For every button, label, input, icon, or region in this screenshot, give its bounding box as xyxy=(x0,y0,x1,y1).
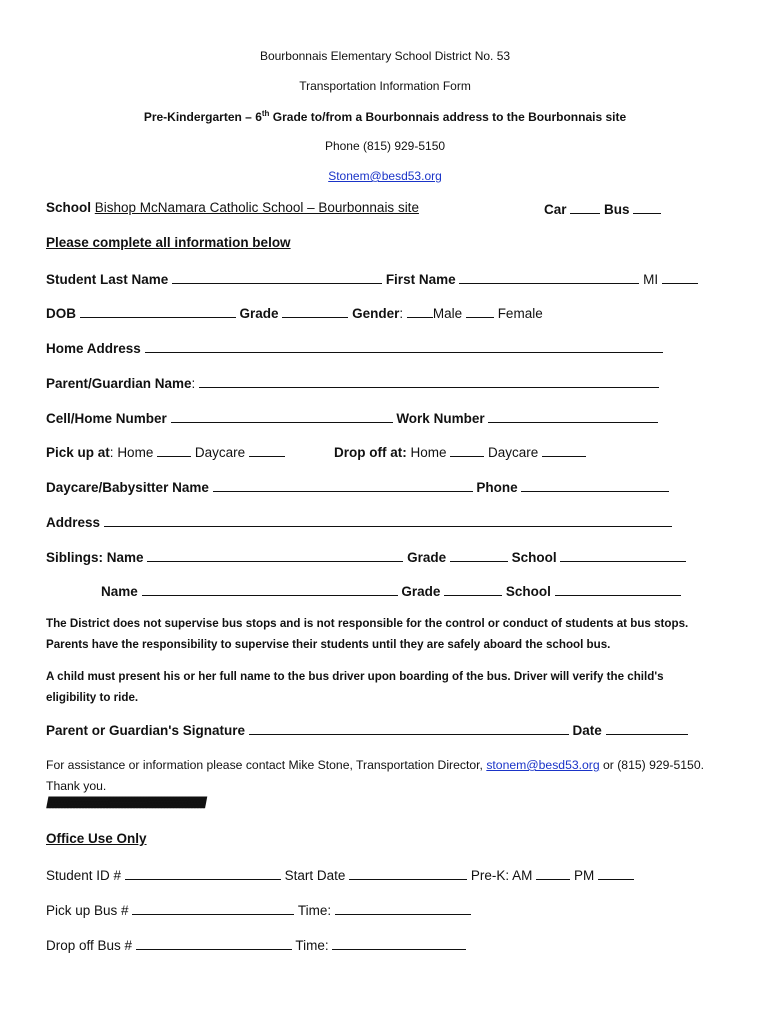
signature-label: Parent or Guardian's Signature xyxy=(46,723,246,738)
pm-field[interactable] xyxy=(598,866,634,880)
pickup-time-label: Time: xyxy=(297,903,332,918)
date-label: Date xyxy=(572,723,602,738)
parent-field[interactable] xyxy=(199,374,659,388)
sibling-school-field[interactable] xyxy=(560,548,686,562)
dob-label: DOB xyxy=(46,306,76,321)
work-number-label: Work Number xyxy=(396,411,485,426)
car-bus-row xyxy=(544,200,661,217)
sibling-name-field[interactable] xyxy=(142,582,398,596)
grade-field[interactable] xyxy=(282,304,348,318)
sibling-grade-label: Grade xyxy=(407,550,447,565)
dropoff-daycare-field[interactable] xyxy=(542,443,586,457)
parent-label: Parent/Guardian Name xyxy=(46,376,192,391)
sibling-grade-field[interactable] xyxy=(444,582,502,596)
date-field[interactable] xyxy=(606,721,688,735)
grade-range xyxy=(0,109,770,124)
bus-stop-notice: The District does not supervise bus stops and is not responsible for the control or conduct of students at bus stops. Parents have the responsibility to supervise their students until they are safely aboard the school bus. xyxy=(46,617,689,651)
school-label: School xyxy=(46,200,92,215)
address-row xyxy=(46,513,672,530)
contact-email-link[interactable]: stonem@besd53.org xyxy=(486,758,600,772)
dropoff-bus-field[interactable] xyxy=(136,936,292,950)
contact-text xyxy=(46,755,711,797)
office-student-row xyxy=(46,866,634,883)
sibling-name-label: Name xyxy=(101,584,138,599)
dropoff-label: Drop off at: xyxy=(334,445,407,460)
signature-row xyxy=(46,721,688,738)
sibling-row xyxy=(46,548,686,565)
mi-label: MI xyxy=(643,272,659,287)
sibling-grade-label: Grade xyxy=(401,584,441,599)
car-field[interactable] xyxy=(570,200,600,214)
district-name: Bourbonnais Elementary School District No. 53 xyxy=(259,49,511,63)
school-value[interactable]: Bishop McNamara Catholic School – Bourbonnais site xyxy=(94,200,419,215)
bus-field[interactable] xyxy=(633,200,661,214)
phone-row xyxy=(46,409,658,426)
male-field[interactable] xyxy=(407,304,433,318)
parent-colon: : xyxy=(191,376,196,391)
pickup-time-field[interactable] xyxy=(335,901,471,915)
address-label: Address xyxy=(46,515,101,530)
district-email xyxy=(0,169,770,183)
home-address-row xyxy=(46,339,663,356)
grade-range-pre: Pre-Kindergarten – 6 xyxy=(143,110,262,124)
work-number-field[interactable] xyxy=(488,409,658,423)
female-label: Female xyxy=(497,306,543,321)
pickup-bus-field[interactable] xyxy=(132,901,294,915)
office-use-title: Office Use Only xyxy=(46,831,147,846)
sibling-row xyxy=(101,582,681,599)
student-id-label: Student ID # xyxy=(46,868,122,883)
dropoff-home-field[interactable] xyxy=(450,443,484,457)
dropoff-time-field[interactable] xyxy=(332,936,466,950)
car-label: Car xyxy=(544,202,567,217)
first-name-label: First Name xyxy=(385,272,456,287)
sibling-school-label: School xyxy=(505,584,551,599)
female-field[interactable] xyxy=(466,304,494,318)
first-name-field[interactable] xyxy=(459,270,639,284)
mi-field[interactable] xyxy=(662,270,698,284)
pickup-row xyxy=(46,443,285,460)
sibling-school-label: School xyxy=(511,550,557,565)
sibling-name-field[interactable] xyxy=(147,548,403,562)
bus-label: Bus xyxy=(604,202,630,217)
dropoff-daycare-label: Daycare xyxy=(488,445,539,460)
district-phone: Phone (815) 929-5150 xyxy=(324,139,446,153)
parent-row xyxy=(46,374,659,391)
cell-home-field[interactable] xyxy=(171,409,393,423)
office-pickup-row xyxy=(46,901,471,918)
email-link[interactable]: Stonem@besd53.org xyxy=(328,169,442,183)
form-title: Transportation Information Form xyxy=(299,79,471,93)
grade-range-post: Grade to/from a Bourbonnais address to the Bourbonnais site xyxy=(269,110,627,124)
student-name-row xyxy=(46,270,698,287)
contact-text-post: or (815) 929-5150. Thank you. xyxy=(46,758,704,793)
boarding-notice: A child must present his or her full name to the bus driver upon boarding of the bus. Driver will verify the child's eligibility to ride. xyxy=(46,670,664,704)
pm-label: PM xyxy=(573,868,595,883)
sibling-grade-field[interactable] xyxy=(450,548,508,562)
pickup-daycare-field[interactable] xyxy=(249,443,285,457)
signature-field[interactable] xyxy=(249,721,569,735)
pickup-home-label: Home xyxy=(117,445,154,460)
student-id-field[interactable] xyxy=(125,866,281,880)
start-date-field[interactable] xyxy=(349,866,467,880)
home-address-field[interactable] xyxy=(145,339,663,353)
gender-label: Gender xyxy=(352,306,400,321)
prek-am-field[interactable] xyxy=(536,866,570,880)
dropoff-row xyxy=(334,443,586,460)
office-dropoff-row xyxy=(46,936,466,953)
home-address-label: Home Address xyxy=(46,341,141,356)
separator-line: ////////////////////////////////////////////////////////////////////////////////////////////////////////// xyxy=(46,795,205,812)
dropoff-time-label: Time: xyxy=(295,938,329,953)
pickup-bus-label: Pick up Bus # xyxy=(46,903,129,918)
contact-text-pre: For assistance or information please contact Mike Stone, Transportation Director, xyxy=(46,758,487,772)
dob-row xyxy=(46,304,543,321)
instructions: Please complete all information below xyxy=(46,235,291,250)
dropoff-bus-label: Drop off Bus # xyxy=(46,938,133,953)
daycare-row xyxy=(46,478,669,495)
start-date-label: Start Date xyxy=(284,868,346,883)
student-last-name-field[interactable] xyxy=(172,270,382,284)
male-label: Male xyxy=(432,306,463,321)
pickup-label: Pick up at xyxy=(46,445,110,460)
daycare-phone-label: Phone xyxy=(476,480,518,495)
school-row xyxy=(46,200,419,215)
daycare-name-field[interactable] xyxy=(213,478,473,492)
sibling-school-field[interactable] xyxy=(555,582,681,596)
dropoff-home-label: Home xyxy=(410,445,447,460)
prek-am-label: Pre-K: AM xyxy=(470,868,533,883)
grade-range-sup: th xyxy=(261,109,270,118)
student-last-name-label: Student Last Name xyxy=(46,272,169,287)
pickup-home-field[interactable] xyxy=(157,443,191,457)
address-field[interactable] xyxy=(104,513,672,527)
daycare-name-label: Daycare/Babysitter Name xyxy=(46,480,209,495)
cell-home-label: Cell/Home Number xyxy=(46,411,167,426)
daycare-phone-field[interactable] xyxy=(521,478,669,492)
pickup-daycare-label: Daycare xyxy=(194,445,246,460)
grade-label: Grade xyxy=(239,306,279,321)
pickup-colon: : xyxy=(109,445,114,460)
dob-field[interactable] xyxy=(80,304,236,318)
siblings-name-label: Siblings: Name xyxy=(46,550,144,565)
gender-colon: : xyxy=(399,306,404,321)
